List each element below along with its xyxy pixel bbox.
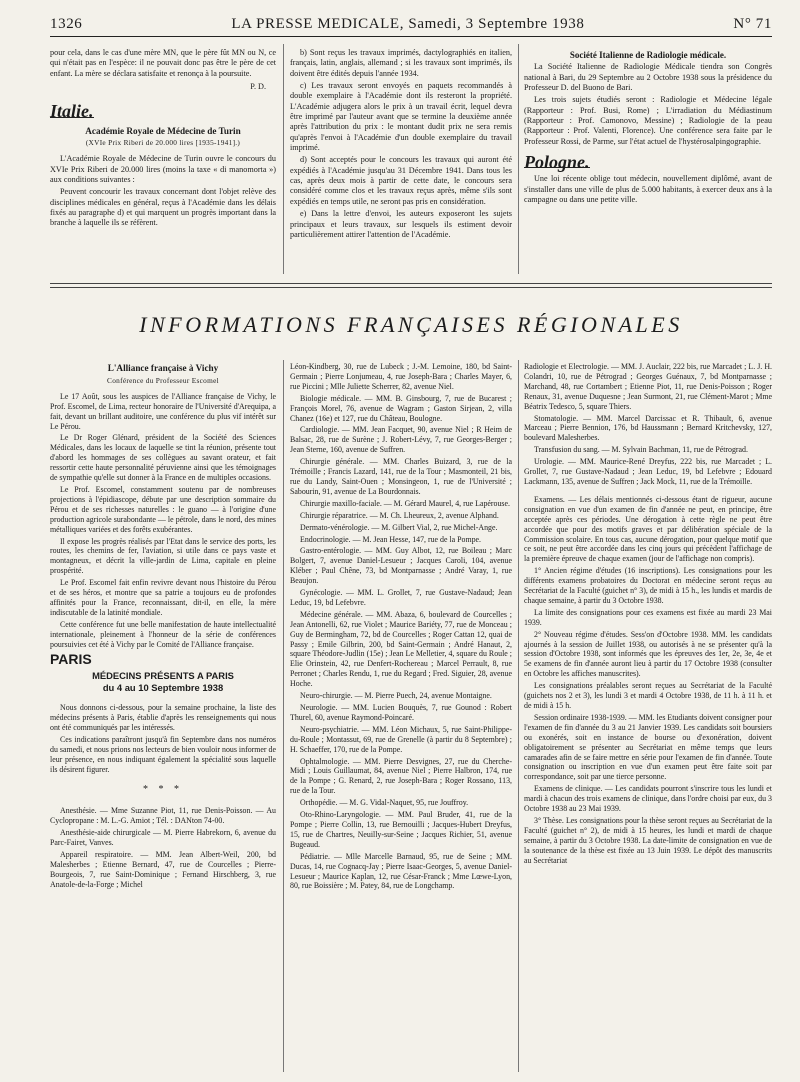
paragraph: L'Académie Royale de Médecine de Turin ouvre le concours du XVIe Prix Riberi de 20.000 lires (moins la taxe « di manomorta ») aux conditions suivantes : xyxy=(50,154,276,185)
paragraph: Il expose les progrès réalisés par l'Etat dans le service des ports, les routes, les chemins de fer, l'aviation, si utile dans ce pays vaste et montagneux, et décrit la ville-jardin de Lima, capitale en pleine prospérité. xyxy=(50,536,276,576)
paragraph: Une loi récente oblige tout médecin, nouvellement diplômé, avant de s'installer dans une ville de plus de 5.000 habitants, à exercer deux ans à la campagne ou dans une petite ville. xyxy=(524,174,772,205)
list-item: Dermato-vénérologie. — M. Gilbert Vial, 2, rue Michel-Ange. xyxy=(300,522,498,532)
signature: P. D. xyxy=(250,82,266,92)
list-item: Chirurgie générale. — MM. Charles Buizard, 3, rue de la Trémoille ; Francis Lazard, 141, rue de la Tour ; Masmonteil, 21 bis, rue du Landy, Saint-Ouen ; Monsingeon, 1, rue de l'Université ; Sabourin, 91, avenue de La Bourdonnais. xyxy=(290,457,512,496)
list-item: Orthopédie. — M. G. Vidal-Naquet, 95, rue Jouffroy. xyxy=(300,798,469,808)
list-item: Transfusion du sang. — M. Sylvain Bachman, 11, rue de Pétrograd. xyxy=(534,445,748,455)
list-item: Gynécologie. — MM. L. Grollet, 7, rue Gustave-Nadaud; Jean Leduc, 19, bd Lefebvre. xyxy=(290,588,512,607)
double-rule xyxy=(50,283,772,284)
list-item: Oto-Rhino-Laryngologie. — MM. Paul Bruder, 41, rue de la Pompe ; Pierre Collin, 13, rue Bernouilli ; Jacques-Hubert Dreyfus, 15, rue de Chartres, Neuilly-sur-Seine ; Jacques Richier, 51, avenue Bugeaud. xyxy=(290,810,512,849)
paragraph: Les trois sujets étudiés seront : Radiologie et Médecine légale (Rapporteur : Prof. Busi, Rome) ; L'irradiation du Médiastinum (Rapporteur : Prof. Camonovo, Messine) ; Radiologie de la peau (Rapporteur : Prof. Valenti, Florence). Une conférence sera faite par le Professeur Rossi, de Parme, sur l'état actuel de l'hystérosalpingographie. xyxy=(524,95,772,146)
top-column-3 xyxy=(524,48,772,207)
list-item: Gastro-entérologie. — MM. Guy Albot, 12, rue Boileau ; Marc Bolgert, 7, avenue Daniel-Lesueur ; Jacques Caroli, 104, avenue Kléber ; Paul Chêne, 73, bd Montparnasse ; André Varay, 1, rue Beaujon. xyxy=(290,546,512,586)
list-item: Ophtalmologie. — MM. Pierre Desvignes, 27, rue du Cherche-Midi ; Louis Guillaumat, 84, avenue Niel ; Pierre Halbron, 174, rue de la Pompe ; G. Renard, 2, rue Joseph-Bara ; Roger Rossano, 113, rue de la Tour. xyxy=(290,756,512,796)
article-title: Société Italienne de Radiologie médicale. xyxy=(569,50,727,60)
paragraph: La Société Italienne de Radiologie Médicale tiendra son Congrès national à Bari, du 29 Septembre au 2 Octobre 1938 sous la présidence du Professeur D. del Buono de Bari. xyxy=(524,62,772,93)
paragraph: 3° Thèse. Les consignations pour la thèse seront reçues au Secrétariat de la Faculté (guichet n° 2), de midi à 15 heures, les lundi et mardi de chaque semaine, à partir du 3 Octobre 1938. La date-limite de consignation en vue de la soutenance de la thèse est fixée au 13 Juin 1939. Le dépôt des manuscrits au Secrétariat xyxy=(524,815,772,865)
paragraph: Nous donnons ci-dessous, pour la semaine prochaine, la liste des médecins présents à Paris, établie d'après les renseignements qui nous ont été communiqués par les intéressés. xyxy=(50,703,276,732)
paragraph: Le Dr Roger Glénard, président de la Société des Sciences Médicales, dans les locaux de laquelle se tint la réunion, présente tout d'abord les hommages de ses collègues au savant orateur, et fait ressortir cette haute personnalité péruvienne ainsi que les témoignages de sympathie qu'elle sut donner à la France en de multiples occasions. xyxy=(50,433,276,483)
top-column-1 xyxy=(50,48,276,231)
paragraph: Les consignations préalables seront reçues au Secrétariat de la Faculté (guichets nos 2 et 3), les lundi 3 et mardi 4 Octobre 1938, de 11 h. à 11 h. et de midi à 15 h. xyxy=(524,681,772,710)
paragraph: pour cela, dans le cas d'une mère MN, que le père fût MN ou N, ce qui n'était pas en l'espèce: il ne pouvait donc pas être le père de cet enfant. La mère se déclara satisfaite et renonça à la poursuite. xyxy=(50,48,276,78)
section-heading-pologne: Pologne. xyxy=(524,152,590,173)
separator-stars: * * * xyxy=(143,783,183,795)
section-heading-paris: PARIS xyxy=(50,651,92,668)
list-title: MÉDECINS PRÉSENTS A PARIS xyxy=(92,670,234,682)
paragraph: Examens de clinique. — Les candidats pourront s'inscrire tous les lundi et mardi à chacun des trois examens de clinique, dans l'ordre choisi par eux, du 3 Octobre 1938 au 23 Mai 1939. xyxy=(524,784,772,814)
paragraph: Le Prof. Escomel, constamment soutenu par de nombreuses projections à l'épidiascope, débute par une description sommaire du Pérou et de ses richesses naturelles : le guano — à l'origine d'une production agricole surabondante — le pétrole, dans le nord, des mines métalliques variées et des forêts exubérantes. xyxy=(50,484,276,534)
list-item: Médecine générale. — MM. Abaza, 6, boulevard de Courcelles ; Jean Antonelli, 62, rue Violet ; Maurice Bariéty, 77, rue de Monceau ; Guy de Bermingham, 72, bd de Courcelles ; Roger Cattan 12, quai de Passy ; Emile Gilbrin, 200, bd Saint-Germain ; André Hanaut, 2, square Théodore-Judlin (15e) ; Jean Le Melletier, 4, square du Roule ; Elie Orinstein, 42, rue Denfert-Rochereau ; Marcel Perrault, 8, rue Perronet ; Charles Rendu, 1, rue du Regard ; Fred. Siguier, 28, avenue Hoche. xyxy=(290,609,512,689)
list-item: Neuro-psychiatrie. — MM. Léon Michaux, 5, rue Saint-Philippe-du-Roule ; Montassut, 69, rue de Grenelle (à partir du 8 Septembre) ; H. Schaeffer, 170, rue de la Pompe. xyxy=(290,724,512,754)
list-item: Radiologie et Electrologie. — MM. J. Auclair, 222 bis, rue Marcadet ; L. J. H. Colandri, 10, rue de Pétrograd ; Georges Guénaux, 7, bd Montparnasse ; Marchand, 48, rue Cortambert ; Etienne Piot, 11, rue Denis-Poisson ; Roger Renaux, 31, avenue Duquesne ; Jean Surmont, 21, rue Clément-Marot ; Mme Béatrix Tedesco, 5, square Thiers. xyxy=(524,362,772,411)
list-item: Pédiatrie. — Mlle Marcelle Barnaud, 95, rue de Seine ; MM. Ducas, 14, rue Cognacq-Jay ; Pierre Isaac-Georges, 5, avenue Daniel-Lesueur ; Maurice Kaplan, 12, rue César-Franck ; Mme Lœwe-Lyon, 80, rue Boissière ; M. Patey, 84, rue de Longchamp. xyxy=(290,851,512,891)
list-item: Neuro-chirurgie. — M. Pierre Puech, 24, avenue Montaigne. xyxy=(300,691,492,701)
page-number: 1326 xyxy=(50,15,83,32)
list-item: Urologie. — MM. Maurice-René Dreyfus, 222 bis, rue Marcadet ; L. Grollet, 7, rue Gustave-Nadaud ; Jean Leduc, 19, bd Lefebvre ; Edouard Lackmann, 135, avenue de Suffren ; Jack Mock, 11, rue de la Trémoille. xyxy=(524,457,772,486)
journal-title: LA PRESSE MEDICALE, Samedi, 3 Septembre 1938 xyxy=(231,15,585,32)
article-title: L'Alliance française à Vichy xyxy=(107,363,219,373)
column-divider xyxy=(283,44,284,274)
column-divider xyxy=(283,360,284,1072)
top-column-2 xyxy=(290,48,512,242)
double-rule xyxy=(50,287,772,288)
column-divider xyxy=(518,360,519,1072)
list-item: Anesthésie-aide chirurgicale — M. Pierre Habrekorn, 6, avenue du Parc-Fairet, Vanves. xyxy=(50,828,276,848)
list-item: Neurologie. — MM. Lucien Bouquès, 7, rue Gounod : Robert Thurel, 60, avenue Raymond-Poincaré. xyxy=(290,703,512,722)
paragraph: Le 17 Août, sous les auspices de l'Alliance française de Vichy, le Prof. Escomel, de Lima, recteur honoraire de l'Université d'Arequipa, a fait, devant un brillant auditoire, une conférence du plus vif intérêt sur Le Pérou. xyxy=(50,391,276,431)
paragraph: Le Prof. Escomel fait enfin revivre devant nous l'histoire du Pérou et de ses héros, et montre que sa patrie a toujours eu de profondes affinités pour la France, reconnaissant, dit-il, en elle, la mère indiscutable de la latinité mondiale. xyxy=(50,578,276,617)
paragraph: e) Dans la lettre d'envoi, les auteurs exposeront les sujets principaux et leurs travaux, sur lesquels ils estiment devoir particulièrement attirer l'attention de l'Académie. xyxy=(290,209,512,239)
paragraph: b) Sont reçus les travaux imprimés, dactylographiés en italien, français, latin, anglais, allemand ; si les travaux sont imprimés, ils doivent être édités depuis l'année 1934. xyxy=(290,48,512,78)
paragraph: 1° Ancien régime d'études (16 inscriptions). Les consignations pour les différents examens probatoires du Doctorat en médecine seront reçus au Secrétariat de la Faculté (guichet n° 3), de midi à 15 h., les lundis et mardis de chaque semaine, à partir du 3 Octobre 1938. xyxy=(524,566,772,605)
paragraph: Cette conférence fut une belle manifestation de haute intellectualité internationale, pleinement à l'honneur de la série de conférences poursuivies cet été à Vichy par le Comité de l'Alliance française. xyxy=(50,619,276,649)
article-subtitle: Conférence du Professeur Escomel xyxy=(107,375,219,385)
list-item: Anesthésie. — Mme Suzanne Piot, 11, rue Denis-Poisson. — Au Cyclopropane : M. L.-G. Amiot ; Tél. : DANton 74-00. xyxy=(50,806,276,826)
bottom-column-1 xyxy=(50,362,276,892)
paragraph: Session ordinaire 1938-1939. — MM. les Etudiants doivent consigner pour l'examen de fin d'année du 3 au 21 Janvier 1939. Les candidats soit boursiers ou exonérés, soit en instance de bourse ou d'exonération, doivent obligatoirement se présenter au Secrétariat en même temps que leurs camarades afin de se faire mettre en série pour l'examen de fin d'année. Toute consignation ou inscription en vue d'un examen peut être faite soit par correspondance, soit par une tierce personne. xyxy=(524,712,772,782)
article-subtitle: (XVIe Prix Riberi de 20.000 lires [1935-1941].) xyxy=(85,138,241,148)
paragraph: d) Sont acceptés pour le concours les travaux qui auront été expédiés à l'Académie jusqu'au 31 Décembre 1941. Dans tous les cas, après deux mois à partir de cette date, le concours sera considéré comme clos et les travaux reçus après, même s'ils sont expédiés en temps utile, ne seront pas pris en considération. xyxy=(290,155,512,206)
paragraph: Peuvent concourir les travaux concernant dont l'objet relève des disciplines médicales en général, reçus à l'Académie dans les délais fixés au paragraphe d) et qui marquent un progrès important dans la branche à laquelle ils se réfèrent. xyxy=(50,187,276,228)
list-item: Cardiologie. — MM. Jean Facquet, 90, avenue Niel ; R Heim de Balsac, 28, rue de Surène ; J. Robert-Lévy, 7, rue Georges-Berger ; Jean Sterne, 160, avenue de Suffren. xyxy=(290,425,512,455)
list-item: Léon-Kindberg, 30, rue de Lubeck ; J.-M. Lemoine, 180, bd Saint-Germain ; Pierre Lonjumeau, 4, rue Joseph-Bara ; Charles Mayer, 6, rue Piccini ; Mlle Juliette Scherrer, 82, avenue Niel. xyxy=(290,362,512,391)
article-title: Académie Royale de Médecine de Turin xyxy=(85,125,241,136)
list-item: Stomatologie. — MM. Marcel Darcissac et R. Thibault, 6, avenue Marceau ; Pierre Bennion, 176, bd Haussmann ; Bernard Kritchevsky, 127, boulevard Malesherbes. xyxy=(524,413,772,443)
list-dates: du 4 au 10 Septembre 1938 xyxy=(102,682,224,694)
list-item: Endocrinologie. — M. Jean Hesse, 147, rue de la Pompe. xyxy=(300,534,482,544)
issue-number: N° 71 xyxy=(733,15,772,32)
paragraph: Ces indications paraîtront jusqu'à fin Septembre dans nos numéros du samedi, et nous prions nos lecteurs de bien vouloir nous informer de leur présence, en nous indiquant également la spécialité sous laquelle ils désirent figurer. xyxy=(50,734,276,774)
paragraph: 2° Nouveau régime d'études. Sess'on d'Octobre 1938. MM. les candidats ajournés à la session de Juillet 1938, ou autorisés à ne se présenter qu'à la session d'Octobre 1938, sont informés que les épreuves des 1er, 2e, 3e, 4e et 5e examens de fin d'année auront lieu à partir du 17 Octobre 1938 (consulter en Octobre les affiches manuscrites). xyxy=(524,629,772,679)
paragraph: c) Les travaux seront envoyés en paquets recommandés à double exemplaire à l'Académie dont ils resteront la propriété. L'Académie adjugera alors le prix à un travail écrit, lequel devra être imprimé par l'auteur avant que se termine la deuxième année après l'attribution du prix : le montant dudit prix ne sera remis qu'après l'envoi à l'Académie d'un double exemplaire du travail imprimé. xyxy=(290,81,512,153)
list-item: Appareil respiratoire. — MM. Jean Albert-Weil, 200, bd Malesherbes ; Etienne Bernard, 47, rue de Courcelles ; Pierre-Bourgeois, 7, rue Saint-Dominique ; Fernand Hirschberg, 3, rue Anatole-de-la-Forge ; Michel xyxy=(50,850,276,889)
page-header xyxy=(50,12,772,37)
paragraph: La limite des consignations pour ces examens est fixée au mardi 23 Mai 1939. xyxy=(524,607,772,627)
list-item: Biologie médicale. — MM. B. Ginsbourg, 7, rue de Bucarest ; François Morel, 76, avenue de Wagram ; Gaston Sirjean, 2, villa Chanez (16e) et 127, rue du Château, Boulogne. xyxy=(290,393,512,423)
list-item: Chirurgie réparatrice. — M. Ch. Lheureux, 2, avenue Alphand. xyxy=(300,510,499,520)
list-item: Chirurgie maxillo-faciale. — M. Gérard Maurel, 4, rue Lapérouse. xyxy=(300,498,510,508)
section-banner: INFORMATIONS FRANÇAISES RÉGIONALES xyxy=(139,312,683,337)
bottom-column-3 xyxy=(524,362,772,868)
bottom-column-2 xyxy=(290,362,512,893)
paragraph-examens: Examens. — Les délais mentionnés ci-dessous étant de rigueur, aucune consignation en vue d'un examen de fin d'année ne peut, en principe, être acceptée après ces périodes. Une dérogation à cette règle ne peut être accordée que pour des motifs graves et par délibération spéciale de la Commission scolaire. En tous cas, aucune dérogation, pour quelque motif que ce soit, ne peut être accordée dans les cinq jours qui précèdent l'affichage de la première épreuve de chaque examen (jour de l'affichage non compris). xyxy=(524,494,772,564)
section-heading-italie: Italie. xyxy=(50,101,94,122)
column-divider xyxy=(518,44,519,274)
